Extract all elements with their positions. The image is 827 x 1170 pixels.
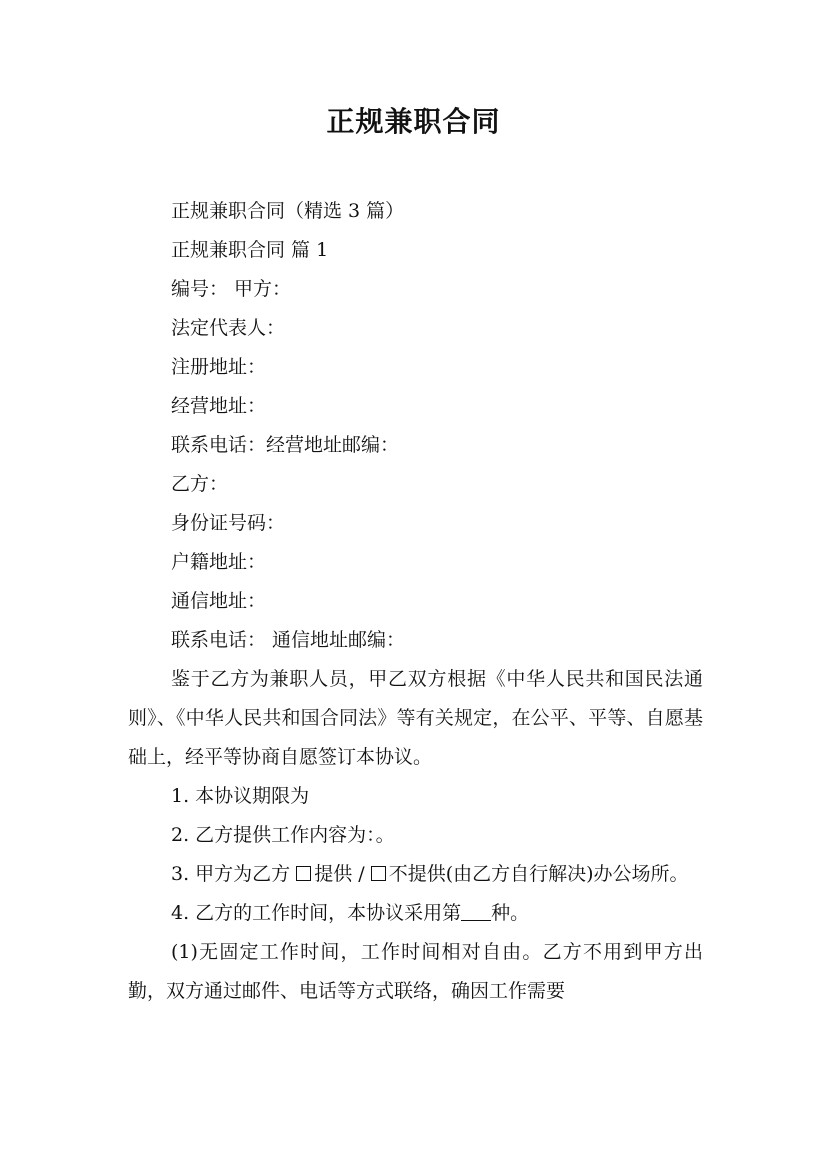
biz-address-line: 经营地址： [171, 395, 267, 417]
clause-3-option-provide: 提供 / [314, 863, 371, 885]
clause-4-suffix: 种。 [491, 902, 530, 924]
phone-postcode-a-line: 联系电话：经营地址邮编： [171, 434, 400, 456]
clause-3-prefix: 3. 甲方为乙方 [171, 863, 297, 885]
legal-rep-line: 法定代表人： [171, 317, 286, 339]
clause-3 [128, 855, 703, 894]
preamble-paragraph: 鉴于乙方为兼职人员，甲乙双方根据《中华人民共和国民法通则》、《中华人民共和国合同法》等有关规定，在公平、平等、自愿基础上，经平等协商自愿签订本协议。 [128, 668, 703, 768]
clause-1: 1. 本协议期限为 [171, 785, 310, 807]
checkbox-provide-icon [296, 866, 311, 881]
party-b-line: 乙方： [171, 473, 229, 495]
document-title: 正规兼职合同 [326, 105, 501, 138]
number-party-a-line: 编号： 甲方： [171, 278, 292, 300]
clause-2: 2. 乙方提供工作内容为：。 [171, 824, 395, 846]
checkbox-not-provide-icon [371, 866, 386, 881]
clause-4-prefix: 4. 乙方的工作时间，本协议采用第 [171, 902, 462, 924]
clause-3-option-not-provide: 不提供(由乙方自行解决)办公场所。 [388, 863, 689, 885]
reg-address-line: 注册地址： [171, 356, 267, 378]
clause-4-option-1: (1)无固定工作时间，工作时间相对自由。乙方不用到甲方出勤，双方通过邮件、电话等方式联络，确因工作需要 [128, 941, 703, 1002]
clause-4 [128, 894, 703, 933]
mail-address-line: 通信地址： [171, 590, 267, 612]
part-heading: 正规兼职合同 篇 1 [171, 239, 329, 261]
id-number-line: 身份证号码： [171, 512, 286, 534]
subtitle-line: 正规兼职合同（精选 3 篇） [171, 200, 405, 222]
phone-postcode-b-line: 联系电话： 通信地址邮编： [171, 629, 406, 651]
clause-4-blank [461, 902, 491, 921]
document-body [128, 192, 703, 1011]
household-address-line: 户籍地址： [171, 551, 267, 573]
